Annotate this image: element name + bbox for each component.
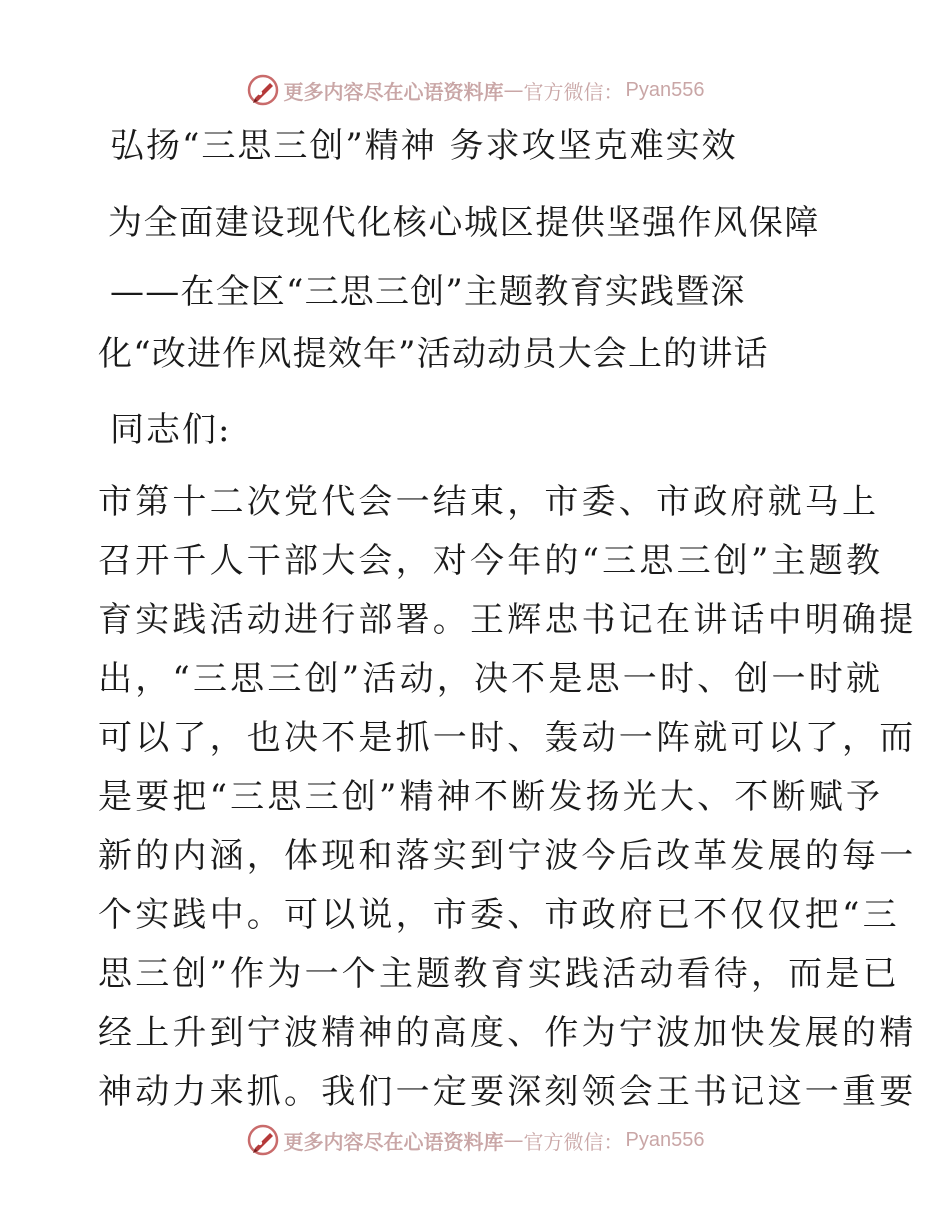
- body-line: 神动力来抓。我们一定要深刻领会王书记这一重要: [98, 1072, 917, 1112]
- body-line: 是要把“三思三创”精神不断发扬光大、不断赋予: [98, 777, 884, 817]
- title-line-2: 为全面建设现代化核心城区提供坚强作风保障: [108, 203, 820, 243]
- body-line: 经上升到宁波精神的高度、作为宁波加快发展的精: [98, 1013, 917, 1053]
- watermark-id: Pyan556: [625, 78, 705, 101]
- watermark-banner-top: [0, 70, 950, 110]
- subtitle-line-1: ——在全区“三思三创”主题教育实践暨深: [110, 272, 746, 312]
- body-line: 召开千人干部大会，对今年的“三思三创”主题教: [98, 541, 884, 581]
- watermark-separator: —: [503, 1128, 524, 1152]
- subtitle-line-2: 化“改进作风提效年”活动动员大会上的讲话: [98, 334, 769, 374]
- salutation: 同志们:: [110, 410, 232, 450]
- pen-logo-icon: [246, 73, 280, 107]
- body-line: 育实践活动进行部署。王辉忠书记在讲话中明确提: [98, 600, 917, 640]
- body-line: 市第十二次党代会一结束，市委、市政府就马上: [98, 482, 880, 522]
- watermark-id: Pyan556: [625, 1128, 705, 1151]
- body-line: 出，“三思三创”活动，决不是思一时、创一时就: [98, 659, 884, 699]
- body-line: 新的内涵，体现和落实到宁波今后改革发展的每一: [98, 836, 917, 876]
- watermark-text: 更多内容尽在心语资料库: [283, 1129, 504, 1154]
- watermark-banner-bottom: [0, 1120, 950, 1160]
- watermark-separator: —: [503, 78, 524, 102]
- watermark-text: 更多内容尽在心语资料库: [283, 79, 504, 104]
- body-line: 可以了，也决不是抓一时、轰动一阵就可以了，而: [98, 718, 917, 758]
- watermark-label: 官方微信：: [523, 1129, 624, 1154]
- pen-logo-icon: [246, 1123, 280, 1157]
- watermark-label: 官方微信：: [523, 79, 624, 104]
- body-line: 个实践中。可以说，市委、市政府已不仅仅把“三: [98, 895, 900, 935]
- title-line-1: 弘扬“三思三创”精神 务求攻坚克难实效: [110, 126, 738, 166]
- body-line: 思三创”作为一个主题教育实践活动看待，而是已: [98, 954, 900, 994]
